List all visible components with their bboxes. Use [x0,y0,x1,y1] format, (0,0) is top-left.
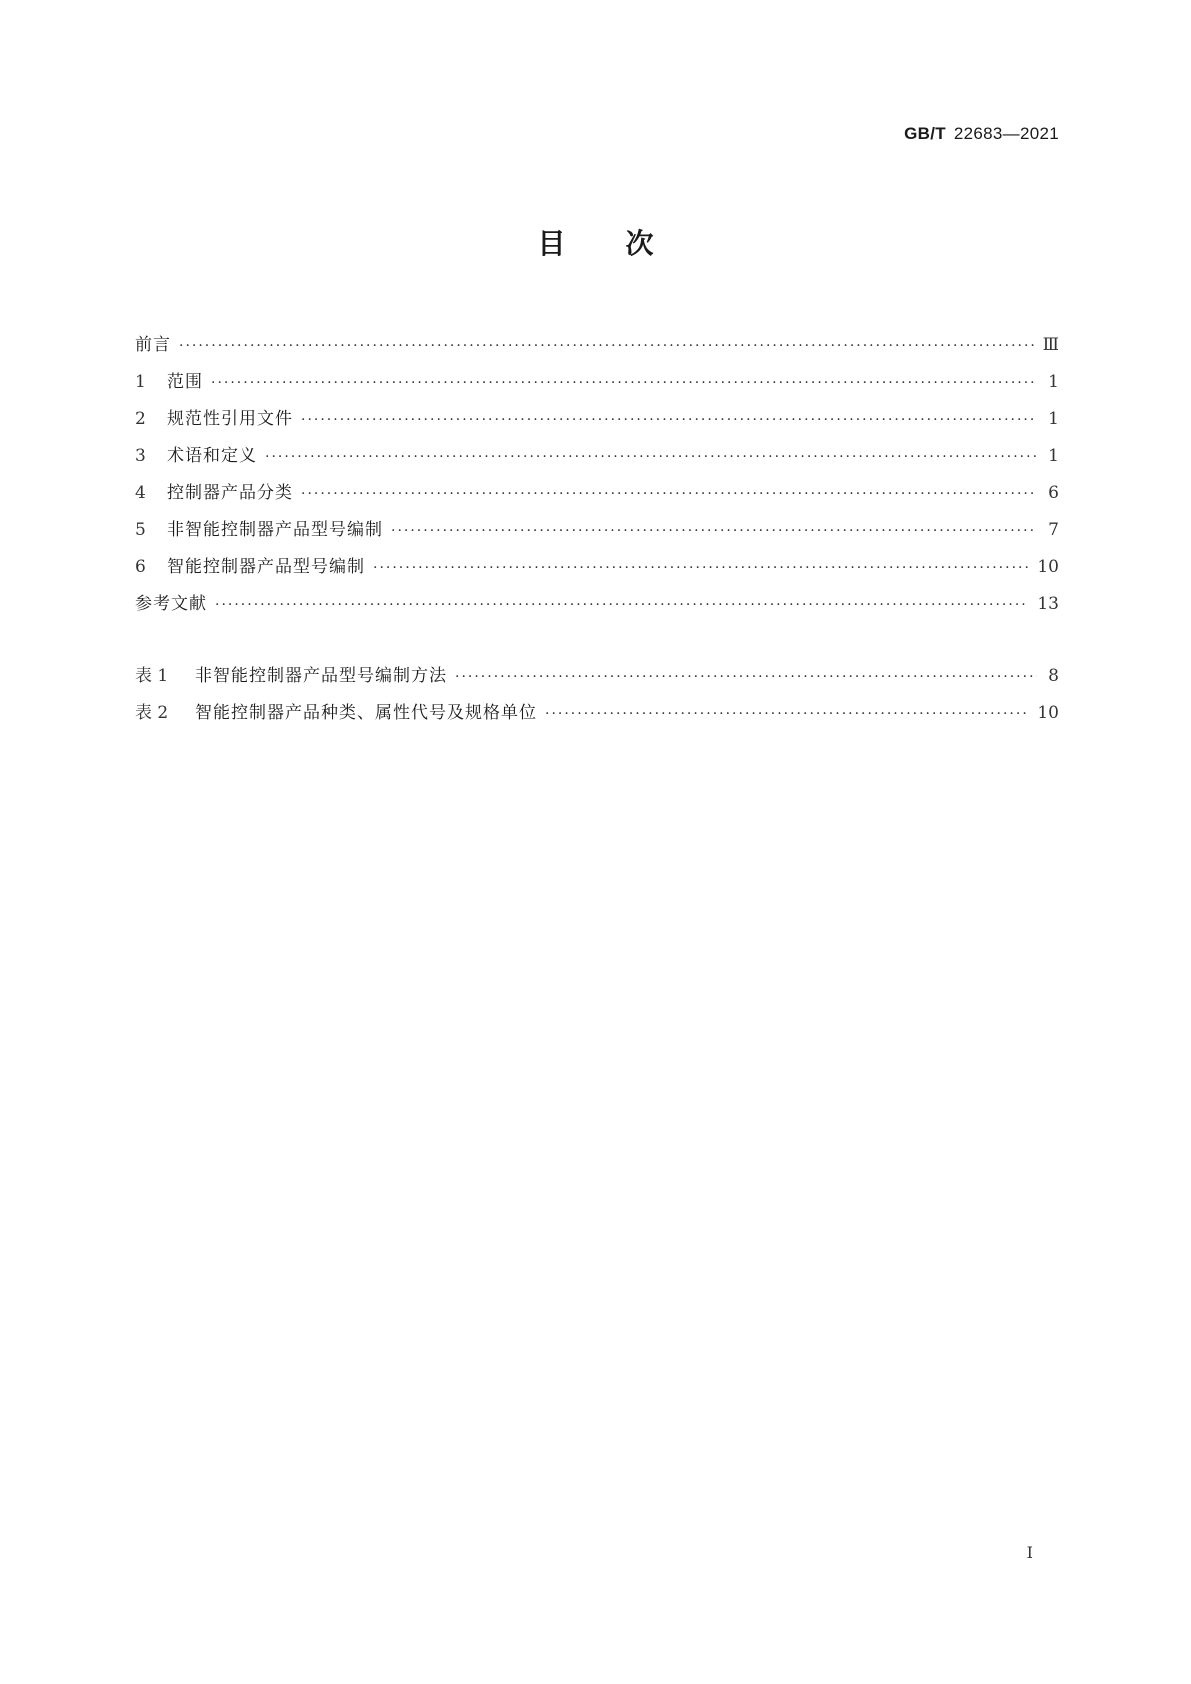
toc-table-page: 10 [1037,703,1059,723]
toc-entry-label: 前言 [135,335,171,355]
toc-table-label: 非智能控制器产品型号编制方法 [195,666,447,686]
toc-entry-page: 10 [1037,557,1059,577]
toc-entry-page: 1 [1048,372,1059,392]
toc-entry-classification[interactable] [135,478,1059,515]
toc-table-number: 表 1 [135,666,169,686]
toc-entry-number: 2 [135,409,146,429]
toc-leader [301,486,1037,502]
toc-leader [215,597,1029,613]
toc-table-entry-2[interactable] [135,698,1059,735]
standard-number: 22683—2021 [953,124,1059,143]
toc-entry-scope[interactable] [135,367,1059,404]
toc-table-entry-1[interactable] [135,661,1059,698]
toc-leader [179,338,1035,354]
toc-entry-number: 3 [135,446,146,466]
toc-entry-page: 1 [1048,409,1059,429]
toc-entry-page: 13 [1037,594,1059,614]
toc-entry-number: 4 [135,483,146,503]
toc-table-page: 8 [1048,666,1059,686]
toc-tables [135,661,1059,735]
toc-table-number: 表 2 [135,703,169,723]
page-title [0,222,1191,262]
toc-entry-smart-model[interactable] [135,552,1059,589]
toc-entry-non-smart-model[interactable] [135,515,1059,552]
toc-leader [373,560,1029,576]
toc-leader [391,523,1037,539]
toc-entry-number: 5 [135,520,146,540]
toc-leader [301,412,1037,428]
toc-entry-page: 6 [1048,483,1059,503]
toc-entry-label: 术语和定义 [167,446,257,466]
toc-entry-page: 7 [1048,520,1059,540]
toc-entry-label: 智能控制器产品型号编制 [167,557,365,577]
toc-sections [135,330,1059,626]
standard-prefix: GB/T [904,124,946,143]
toc-leader [265,449,1037,465]
toc-entry-label: 范围 [167,372,203,392]
toc-entry-label: 参考文献 [135,594,207,614]
toc-leader [211,375,1037,391]
toc-leader [455,669,1037,685]
toc-entry-label: 规范性引用文件 [167,409,293,429]
toc-entry-bibliography[interactable] [135,589,1059,626]
toc-entry-foreword[interactable] [135,330,1059,367]
toc-leader [545,706,1029,722]
toc-entry-number: 6 [135,557,146,577]
title-char-2: 次 [625,227,654,260]
toc-entry-normative-references[interactable] [135,404,1059,441]
toc-table-label: 智能控制器产品种类、属性代号及规格单位 [195,703,537,723]
toc-entry-page: Ⅲ [1042,335,1059,355]
toc-entry-terms[interactable] [135,441,1059,478]
toc-entry-page: 1 [1048,446,1059,466]
title-char-1: 目 [537,227,566,260]
page-number: I [1026,1543,1033,1562]
toc-entry-label: 控制器产品分类 [167,483,293,503]
toc-entry-number: 1 [135,372,146,392]
toc-entry-label: 非智能控制器产品型号编制 [167,520,383,540]
standard-code [904,124,1059,144]
